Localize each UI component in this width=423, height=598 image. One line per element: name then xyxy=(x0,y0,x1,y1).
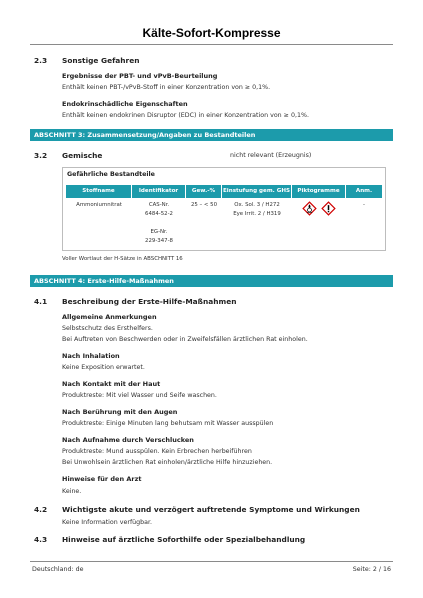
pbt-heading: Ergebnisse der PBT- und vPvB-Beurteilung xyxy=(62,72,218,80)
general-notes-heading: Allgemeine Anmerkungen xyxy=(62,313,157,321)
cas-value: 6484-52-2 xyxy=(145,211,173,217)
col-header-weight: Gew.-% xyxy=(186,185,222,198)
footer-rule xyxy=(30,561,393,562)
physician-notes-text: Keine. xyxy=(62,488,82,495)
section-3-banner: ABSCHNITT 3: Zusammensetzung/Angaben zu Bestandteilen xyxy=(30,129,393,141)
table-title: Gefährliche Bestandteile xyxy=(67,171,155,178)
section-heading-4-3: Hinweise auf ärztliche Soforthilfe oder Spezialbehandlung xyxy=(62,535,306,544)
skin-contact-text: Produktreste: Mit viel Wasser und Seife waschen. xyxy=(62,392,217,399)
section-4-banner: ABSCHNITT 4: Erste-Hilfe-Maßnahmen xyxy=(30,275,393,287)
page-title: Kälte-Sofort-Kompresse xyxy=(142,26,281,40)
section-heading-4-2: Wichtigste akute und verzögert auftretende Symptome und Wirkungen xyxy=(62,505,360,514)
ingestion-heading: Nach Aufnahme durch Verschlucken xyxy=(62,436,194,444)
col-header-ghs: Einstufung gem. GHS xyxy=(222,185,292,198)
general-notes-line-1: Selbstschutz des Ersthelfers. xyxy=(62,325,153,332)
h-statements-note: Voller Wortlaut der H-Sätze in ABSCHNITT 16 xyxy=(62,256,183,262)
cell-ghs xyxy=(222,201,292,246)
inhalation-heading: Nach Inhalation xyxy=(62,352,120,360)
section-heading-3-2: Gemische xyxy=(62,151,103,160)
skin-contact-heading: Nach Kontakt mit der Haut xyxy=(62,380,161,388)
edc-text: Enthält keinen endokrinen Disruptor (EDC) in einer Konzentration von ≥ 0,1%. xyxy=(62,112,309,119)
hazardous-components-table xyxy=(62,167,386,251)
inhalation-text: Keine Exposition erwartet. xyxy=(62,364,145,371)
cell-pictograms xyxy=(292,201,346,246)
section-number-2-3: 2.3 xyxy=(34,56,48,65)
ingestion-line-1: Produktreste: Mund ausspülen. Kein Erbrechen herbeiführen xyxy=(62,448,252,455)
edc-heading: Endokrinschädliche Eigenschaften xyxy=(62,100,188,108)
section-heading-2-3: Sonstige Gefahren xyxy=(62,56,140,65)
mixture-status: nicht relevant (Erzeugnis) xyxy=(230,152,312,159)
section-heading-4-1: Beschreibung der Erste-Hilfe-Maßnahmen xyxy=(62,297,237,306)
col-header-name: Stoffname xyxy=(66,185,132,198)
table-row xyxy=(66,201,382,246)
header-rule xyxy=(30,44,393,45)
exclamation-mark-icon xyxy=(321,201,336,216)
section-number-4-3: 4.3 xyxy=(34,535,48,544)
col-header-pictograms: Piktogramme xyxy=(292,185,346,198)
eye-contact-heading: Nach Berührung mit den Augen xyxy=(62,408,178,416)
physician-notes-heading: Hinweise für den Arzt xyxy=(62,475,142,483)
general-notes-line-2: Bei Auftreten von Beschwerden oder in Zweifelsfällen ärztlichen Rat einholen. xyxy=(62,336,308,343)
ingestion-line-2: Bei Unwohlsein ärztlichen Rat einholen/ärztliche Hilfe hinzuziehen. xyxy=(62,459,273,466)
cas-label: CAS-Nr. xyxy=(148,202,170,208)
section-number-4-1: 4.1 xyxy=(34,297,48,306)
section-number-4-2: 4.2 xyxy=(34,505,48,514)
symptoms-text: Keine Information verfügbar. xyxy=(62,519,153,526)
ghs-class-2: Eye Irrit. 2 / H319 xyxy=(233,211,281,217)
cell-substance-name: Ammoniumnitrat xyxy=(76,202,122,208)
ghs-class-1: Ox. Sol. 3 / H272 xyxy=(234,202,280,208)
cell-weight: 25 – < 50 xyxy=(190,202,218,208)
pbt-text: Enthält keinen PBT-/vPvB-Stoff in einer Konzentration von ≥ 0,1%. xyxy=(62,84,271,91)
eg-value: 229-347-8 xyxy=(145,238,173,244)
col-header-note: Anm. xyxy=(355,188,373,194)
cell-note: - xyxy=(363,202,365,208)
footer-country: Deutschland: de xyxy=(32,566,84,573)
flame-over-circle-icon xyxy=(302,201,317,216)
section-number-3-2: 3.2 xyxy=(34,151,48,160)
cell-identifier xyxy=(132,201,186,246)
table-header-row xyxy=(66,185,382,198)
col-header-identifier: Identifikator xyxy=(132,185,186,198)
footer-page-number: Seite: 2 / 16 xyxy=(352,566,391,573)
eye-contact-text: Produktreste: Einige Minuten lang behutsam mit Wasser ausspülen xyxy=(62,420,274,427)
eg-label: EG-Nr. xyxy=(150,229,168,235)
